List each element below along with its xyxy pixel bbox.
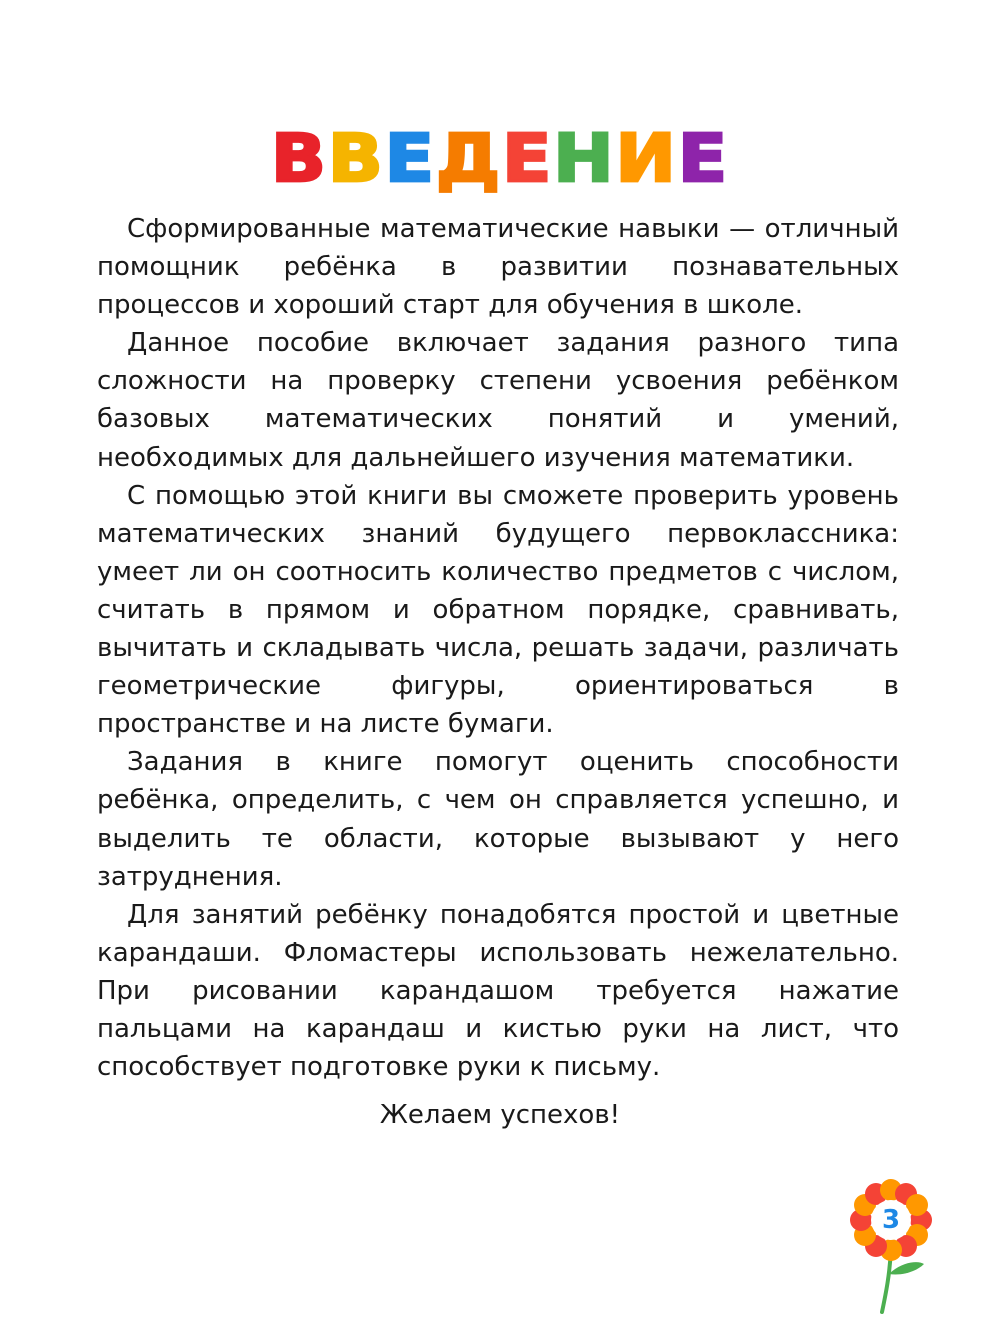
title-letter: Е — [677, 119, 729, 197]
paragraph: Сформированные математические навыки — отличный помощник ребёнка в развитии познавательных процессов и хороший старт для обучения в школе. — [97, 214, 899, 321]
title-letter: Е — [502, 119, 554, 197]
title-letter: В — [327, 119, 385, 197]
paragraph: Задания в книге помогут оценить способности ребёнка, определить, с чем он справляется успешно, и выделить те области, которые вызывают у него затруднения. — [97, 747, 899, 892]
title-letter: В — [271, 119, 328, 197]
title-letter: Е — [384, 119, 436, 197]
flower-icon — [846, 1178, 936, 1314]
paragraph: Для занятий ребёнку понадобятся простой и цветные карандаши. Фломастеры использовать нежелательно. При рисовании карандашом требуется нажатие пальцами на карандаш и кистью руки на лист, что способствует подготовке руки к письму. — [97, 899, 899, 1083]
title-letter: Н — [553, 119, 616, 197]
title-letter: Д — [435, 119, 503, 197]
page-title — [0, 118, 1000, 198]
closing-wish: Желаем успехов! — [379, 1100, 621, 1130]
page-number: 3 — [881, 1205, 901, 1235]
title-letter: И — [615, 119, 678, 197]
intro-text — [97, 210, 899, 1086]
paragraph: Данное пособие включает задания разного типа сложности на проверку степени усвоения ребёнком базовых математических понятий и умений, необходимых для дальнейшего изучения математики. — [97, 328, 899, 473]
paragraph: С помощью этой книги вы сможете проверить уровень математических знаний будущего первоклассника: умеет ли он соотносить количество предметов с числом, считать в прямом и обратном порядке, сравнивать, вычитать и складывать числа, решать задачи, различать геометрические фигуры, ориентироваться в пространстве и на листе бумаги. — [97, 480, 899, 740]
